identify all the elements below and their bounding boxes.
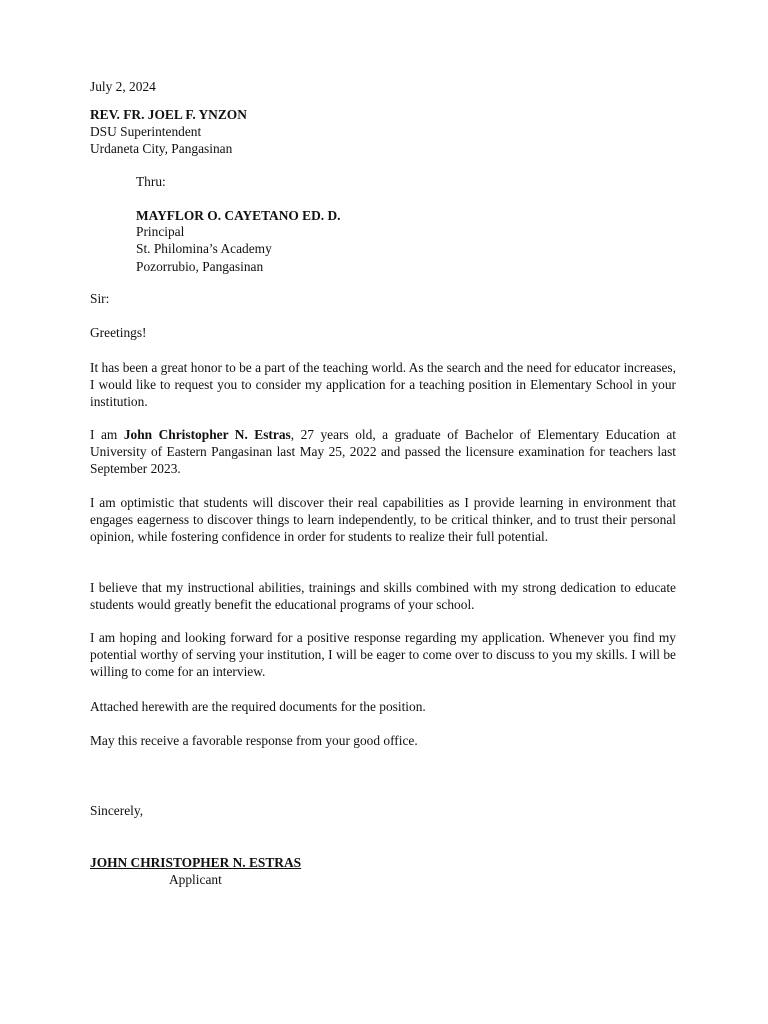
recipient-title: DSU Superintendent: [90, 124, 202, 139]
body-paragraph-1: It has been a great honor to be a part of the teaching world. As the search and the need for educator increases, I would like to request you to consider my application for a teaching position in Elementary School in your institution.: [90, 360, 676, 409]
body-paragraph-6: Attached herewith are the required documents for the position.: [90, 699, 426, 714]
closing: Sincerely,: [90, 803, 144, 818]
thru-title: Principal: [136, 224, 185, 239]
letter-date: July 2, 2024: [90, 79, 156, 94]
greeting: Greetings!: [90, 325, 147, 340]
paragraph-2-intro: I am: [90, 427, 124, 442]
salutation: Sir:: [90, 291, 110, 306]
body-paragraph-7: May this receive a favorable response from your good office.: [90, 733, 418, 748]
recipient-address: Urdaneta City, Pangasinan: [90, 141, 233, 156]
body-paragraph-2: [90, 426, 676, 477]
applicant-name-inline: John Christopher N. Estras: [123, 427, 291, 442]
paragraph-2-rest: , 27 years old, a graduate of Bachelor of Elementary Education at University of Eastern Pangasinan last May 25, 2022 and passed the licensure examination for teachers last September 2023.: [90, 427, 677, 476]
thru-label: Thru:: [136, 174, 166, 189]
body-paragraph-3: I am optimistic that students will discover their real capabilities as I provide learning in environment that engages eagerness to discover things to learn independently, to be critical thinker, and to trust their personal opinion, while fostering confidence in order for students to realize their full potential.: [90, 495, 676, 544]
thru-address: Pozorrubio, Pangasinan: [136, 259, 264, 274]
signatory-role: Applicant: [169, 872, 222, 887]
body-paragraph-5: I am hoping and looking forward for a positive response regarding my application. Whenever you find my potential worthy of serving your institution, I will be eager to come over to discuss to you my skills. I will be willing to come for an interview.: [90, 630, 676, 679]
recipient-name: REV. FR. JOEL F. YNZON: [90, 107, 247, 122]
thru-name: MAYFLOR O. CAYETANO ED. D.: [136, 208, 341, 223]
thru-school: St. Philomina’s Academy: [136, 241, 272, 256]
body-paragraph-4: I believe that my instructional abilities, trainings and skills combined with my strong dedication to educate students would greatly benefit the educational programs of your school.: [90, 580, 676, 612]
signatory-name: JOHN CHRISTOPHER N. ESTRAS: [90, 855, 302, 870]
